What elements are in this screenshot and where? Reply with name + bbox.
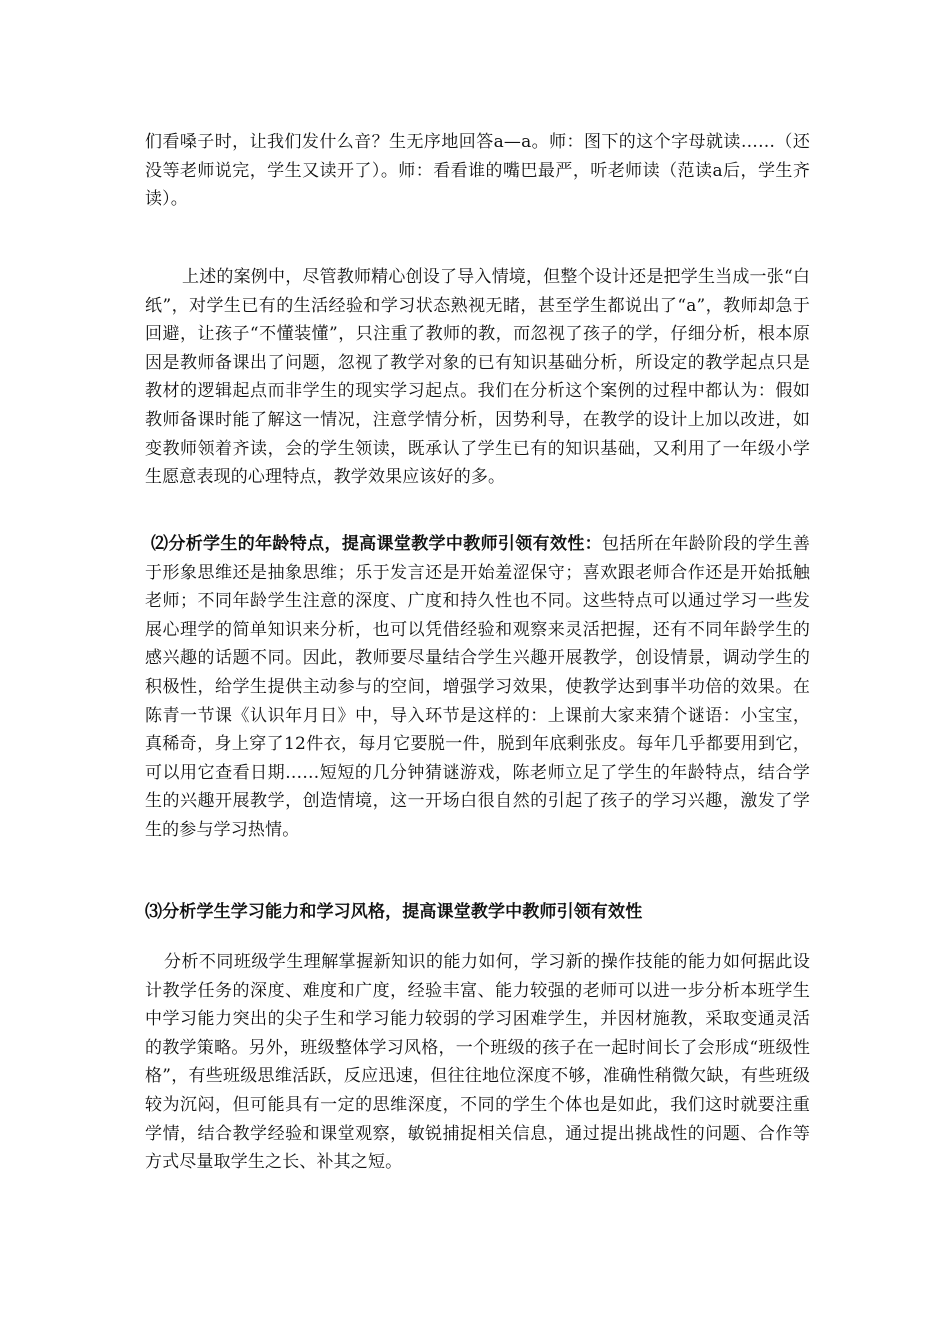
section-heading-age: ⑵分析学生的年龄特点，提高课堂教学中教师引领有效性： (151, 534, 603, 554)
paragraph-case-analysis: 上述的案例中，尽管教师精心创设了导入情境，但整个设计还是把学生当成一张“白纸”，对学生已有的生活经验和学习状态熟视无睹，甚至学生都说出了“a”，教师却急于回避，让孩子“不懂装懂”，只注重了教师的教，而忽视了孩子的学，仔细分析，根本原因是教师备课出了问题，忽视了教学对象的已有知识基础分析，所设定的教学起点只是教材的逻辑起点而非学生的现实学习起点。我们在分析这个案例的过程中都认为：假如教师备课时能了解这一情况，注意学情分析，因势利导，在教学的设计上加以改进，如变教师领着齐读，会的学生领读，既承认了学生已有的知识基础，又利用了一年级小学生愿意表现的心理特点，教学效果应该好的多。 (145, 267, 810, 488)
section-heading-learning-ability: ⑶分析学生学习能力和学习风格，提高课堂教学中教师引领有效性 (145, 902, 643, 922)
paragraph-learning-ability: 分析不同班级学生理解掌握新知识的能力如何，学习新的操作技能的能力如何据此设计教学任务的深度、难度和广度，经验丰富、能力较强的老师可以进一步分析本班学生中学习能力突出的尖子生和学习能力较弱的学习困难学生，并因材施教，采取变通灵活的教学策略。另外，班级整体学习风格，一个班级的孩子在一起时间长了会形成“班级性格”，有些班级思维活跃，反应迅速，但往往地位深度不够，准确性稍微欠缺，有些班级较为沉闷，但可能具有一定的思维深度，不同的学生个体也是如此，我们这时就要注重学情，结合教学经验和课堂观察，敏锐捕捉相关信息，通过提出挑战性的问题、合作等方式尽量取学生之长、补其之短。 (145, 952, 810, 1173)
paragraph-age-characteristics (145, 530, 810, 845)
paragraph-case-dialogue: 们看嗓子时，让我们发什么音？生无序地回答a—a。师：图下的这个字母就读……（还没等老师说完，学生又读开了）。师：看看谁的嘴巴最严，听老师读（范读a后，学生齐读）。 (145, 132, 810, 210)
section-body-age: 包括所在年龄阶段的学生善于形象思维还是抽象思维；乐于发言还是开始羞涩保守；喜欢跟老师合作还是开始抵触老师；不同年龄学生注意的深度、广度和持久性也不同。这些特点可以通过学习一些发展心理学的简单知识来分析，也可以凭借经验和观察来灵活把握，还有不同年龄学生的感兴趣的话题不同。因此，教师要尽量结合学生兴趣开展教学，创设情景，调动学生的积极性，给学生提供主动参与的空间，增强学习效果，使教学达到事半功倍的效果。在陈青一节课《认识年月日》中，导入环节是这样的：上课前大家来猜个谜语：小宝宝，真稀奇，身上穿了12件衣，每月它要脱一件，脱到年底剩张皮。每年几乎都要用到它，可以用它查看日期……短短的几分钟猜谜游戏，陈老师立足了学生的年龄特点，结合学生的兴趣开展教学，创造情境，这一开场白很自然的引起了孩子的学习兴趣，激发了学生的参与学习热情。 (145, 534, 810, 840)
